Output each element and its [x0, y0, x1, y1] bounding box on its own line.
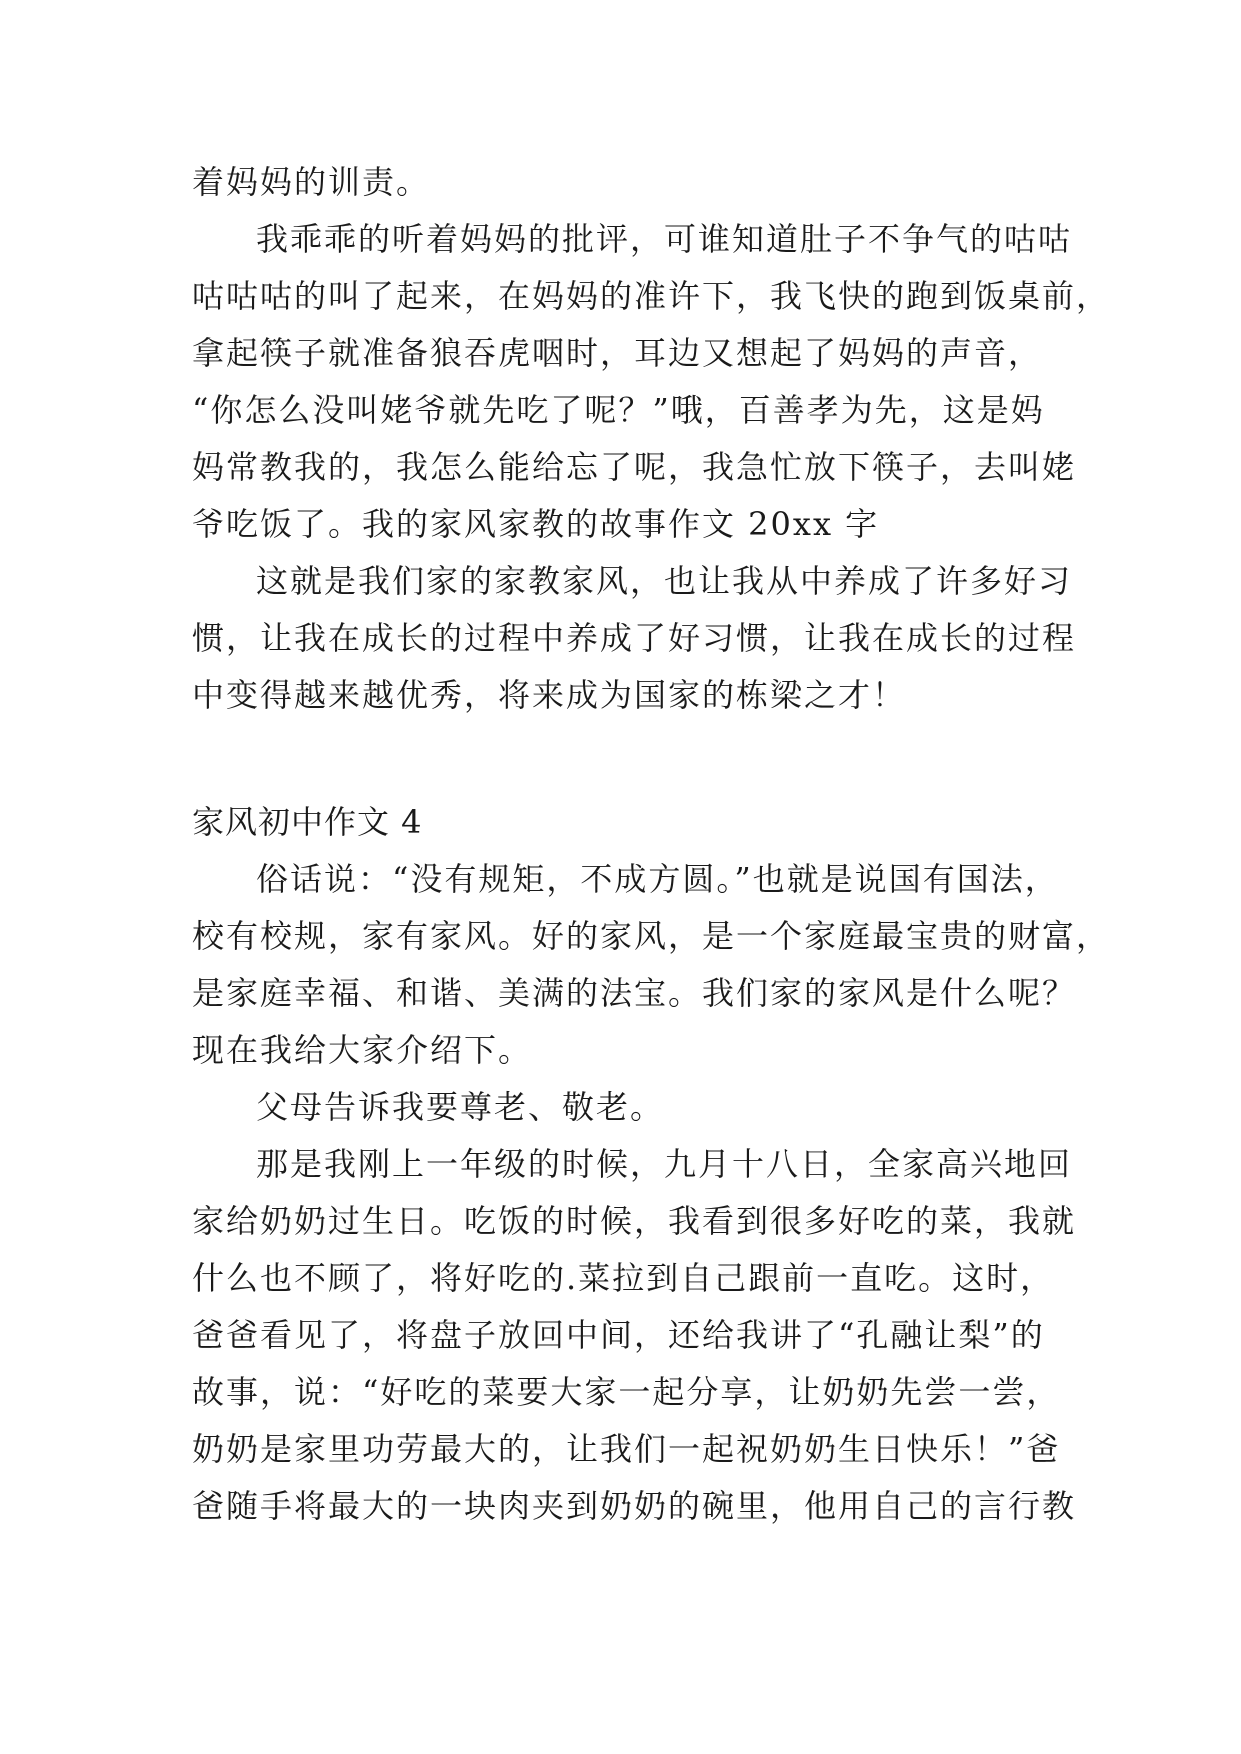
paragraph-line: 什么也不顾了，将好吃的.菜拉到自己跟前一直吃。这时，: [192, 1259, 1055, 1297]
paragraph-line: 爸随手将最大的一块肉夹到奶奶的碗里，他用自己的言行教: [192, 1487, 1077, 1525]
paragraph-line: 咕咕咕的叫了起来，在妈妈的准许下，我飞快的跑到饭桌前，: [192, 277, 1111, 315]
section-title: 家风初中作文 4: [192, 803, 423, 841]
paragraph-line: 爷吃饭了。我的家风家教的故事作文 20xx 字: [192, 505, 880, 543]
paragraph-line: 惯，让我在成长的过程中养成了好习惯，让我在成长的过程: [192, 619, 1077, 657]
paragraph-line: 着妈妈的训责。: [192, 163, 431, 201]
document-body: [192, 154, 1111, 1535]
paragraph-line: 爸爸看见了，将盘子放回中间，还给我讲了“孔融让梨”的: [192, 1316, 1045, 1354]
paragraph-line: “你怎么没叫姥爷就先吃了呢？”哦，百善孝为先，这是妈: [192, 391, 1045, 429]
paragraph-line: 妈常教我的，我怎么能给忘了呢，我急忙放下筷子，去叫姥: [192, 448, 1077, 486]
paragraph-line: 是家庭幸福、和谐、美满的法宝。我们家的家风是什么呢？: [192, 974, 1077, 1012]
paragraph-line: 家给奶奶过生日。吃饭的时候，我看到很多好吃的菜，我就: [192, 1202, 1077, 1240]
section-spacer: [192, 724, 1052, 794]
paragraph-line: 奶奶是家里功劳最大的，让我们一起祝奶奶生日快乐！”爸: [192, 1430, 1061, 1468]
paragraph-line: 父母告诉我要尊老、敬老。: [256, 1088, 665, 1126]
paragraph-line: 中变得越来越优秀，将来成为国家的栋梁之才！: [192, 676, 907, 714]
paragraph-line: 现在我给大家介绍下。: [192, 1031, 533, 1069]
paragraph-line: 拿起筷子就准备狼吞虎咽时，耳边又想起了妈妈的声音，: [192, 334, 1043, 372]
paragraph-line: 我乖乖的听着妈妈的批评，可谁知道肚子不争气的咕咕: [256, 220, 1073, 258]
paragraph-line: 校有校规，家有家风。好的家风，是一个家庭最宝贵的财富，: [192, 917, 1111, 955]
paragraph-line: 那是我刚上一年级的时候，九月十八日，全家高兴地回: [256, 1145, 1073, 1183]
paragraph-line: 故事，说：“好吃的菜要大家一起分享，让奶奶先尝一尝，: [192, 1373, 1061, 1411]
paragraph-line: 俗话说：“没有规矩，不成方圆。”也就是说国有国法，: [256, 860, 1059, 898]
paragraph-line: 这就是我们家的家教家风，也让我从中养成了许多好习: [256, 562, 1073, 600]
